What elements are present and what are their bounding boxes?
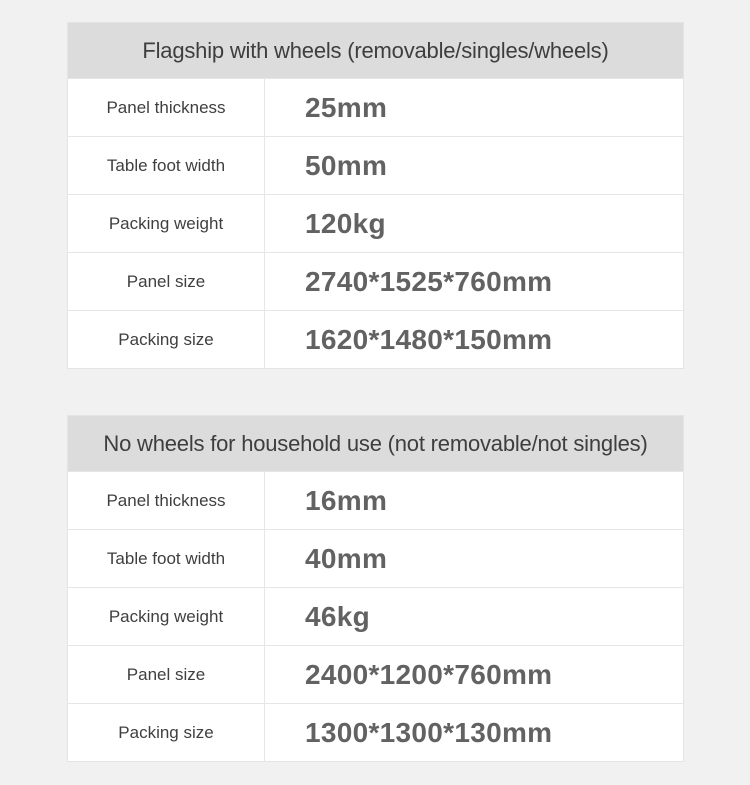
row-value: 16mm — [305, 484, 388, 516]
row-label: Panel thickness — [68, 79, 265, 136]
row-label: Table foot width — [68, 530, 265, 587]
table-row — [68, 310, 683, 368]
table-row — [68, 529, 683, 587]
table-row — [68, 78, 683, 136]
row-label: Packing size — [68, 311, 265, 368]
table-row — [68, 587, 683, 645]
row-label: Packing size — [68, 704, 265, 761]
row-label: Table foot width — [68, 137, 265, 194]
row-value: 1620*1480*150mm — [305, 323, 553, 355]
row-value: 120kg — [305, 207, 386, 239]
row-value: 50mm — [305, 149, 388, 181]
table-row — [68, 471, 683, 529]
row-label: Panel thickness — [68, 472, 265, 529]
row-label: Panel size — [68, 253, 265, 310]
row-value: 1300*1300*130mm — [305, 716, 553, 748]
spec-table-household — [67, 415, 684, 762]
row-label: Packing weight — [68, 195, 265, 252]
row-label: Packing weight — [68, 588, 265, 645]
table-row — [68, 194, 683, 252]
table-row — [68, 703, 683, 761]
table-title: Flagship with wheels (removable/singles/wheels) — [68, 23, 683, 78]
table-row — [68, 645, 683, 703]
row-value: 2740*1525*760mm — [305, 265, 553, 297]
row-value: 46kg — [305, 600, 371, 632]
row-value: 2400*1200*760mm — [305, 658, 553, 690]
row-value: 25mm — [305, 91, 388, 123]
table-row — [68, 136, 683, 194]
spec-table-flagship — [67, 22, 684, 369]
table-title: No wheels for household use (not removable/not singles) — [68, 416, 683, 471]
row-label: Panel size — [68, 646, 265, 703]
table-row — [68, 252, 683, 310]
row-value: 40mm — [305, 542, 388, 574]
